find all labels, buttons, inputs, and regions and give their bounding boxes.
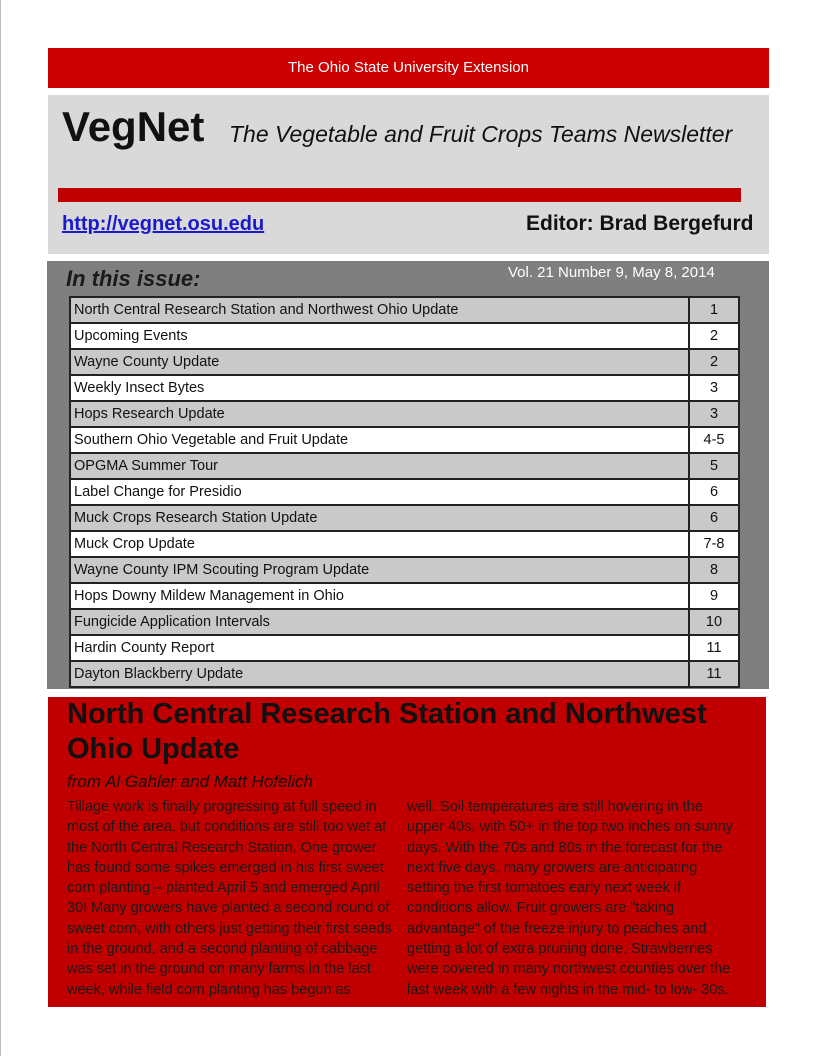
toc-page: 2 [689, 349, 739, 375]
toc-page: 4-5 [689, 427, 739, 453]
page-edge-rule [0, 0, 1, 1056]
toc-page: 10 [689, 609, 739, 635]
toc-row[interactable] [70, 401, 739, 427]
editor-credit: Editor: Brad Bergefurd [526, 212, 754, 235]
toc-row[interactable] [70, 453, 739, 479]
toc-title: Label Change for Presidio [70, 479, 689, 505]
article-column-2: well. Soil temperatures are still hovering in the upper 40s, with 50+ in the top two inches on sunny days. With the 70s and 80s in the forecast for the next five days, many growers are anticipating setting the first tomatoes early next week if conditions allow. Fruit growers are "taking advantage" of the freeze injury to peaches and getting a lot of extra pruning done. Strawberries were covered in many northwest counties over the last week with a few nights in the mid- to low- 30s. [407, 799, 734, 998]
toc-title: Hardin County Report [70, 635, 689, 661]
in-this-issue-panel [47, 261, 769, 689]
toc-page: 11 [689, 635, 739, 661]
toc-page: 6 [689, 505, 739, 531]
masthead-divider [58, 188, 741, 202]
toc-page: 5 [689, 453, 739, 479]
toc-title: Southern Ohio Vegetable and Fruit Update [70, 427, 689, 453]
article-title: North Central Research Station and Northwest Ohio Update [67, 698, 707, 765]
table-of-contents [69, 296, 740, 688]
institution-banner [48, 48, 769, 88]
lead-article [48, 697, 766, 1007]
toc-row[interactable] [70, 375, 739, 401]
toc-row[interactable] [70, 323, 739, 349]
toc-page: 9 [689, 583, 739, 609]
toc-row[interactable] [70, 531, 739, 557]
toc-page: 3 [689, 401, 739, 427]
toc-title: OPGMA Summer Tour [70, 453, 689, 479]
toc-page: 8 [689, 557, 739, 583]
toc-title: Muck Crops Research Station Update [70, 505, 689, 531]
toc-title: Wayne County Update [70, 349, 689, 375]
toc-page: 11 [689, 661, 739, 687]
toc-row[interactable] [70, 557, 739, 583]
toc-title: Fungicide Application Intervals [70, 609, 689, 635]
website-link[interactable]: http://vegnet.osu.edu [62, 213, 265, 235]
in-this-issue-heading: In this issue: [66, 266, 201, 291]
toc-title: Weekly Insect Bytes [70, 375, 689, 401]
toc-row[interactable] [70, 349, 739, 375]
toc-title: Dayton Blackberry Update [70, 661, 689, 687]
masthead [48, 95, 769, 254]
newsletter-subtitle: The Vegetable and Fruit Crops Teams Newsletter [229, 121, 733, 147]
toc-title: Hops Research Update [70, 401, 689, 427]
toc-row[interactable] [70, 297, 739, 323]
article-column-1: Tillage work is finally progressing at full speed in most of the area, but conditions are still too wet at the North Central Research Station. One grower has found some spikes emerged in his first sweet corn planting – planted April 5 and emerged April 30! Many growers have planted a second round of sweet corn, with others just getting their first seeds in the ground, and a second planting of cabbage was set in the ground on many farms in the last week, while field corn planting has begun as [67, 799, 392, 998]
institution-name: The Ohio State University Extension [288, 59, 529, 76]
article-byline: from Al Gahler and Matt Hofelich [67, 772, 313, 791]
toc-row[interactable] [70, 427, 739, 453]
toc-page: 6 [689, 479, 739, 505]
toc-row[interactable] [70, 661, 739, 687]
toc-title: North Central Research Station and Northwest Ohio Update [70, 297, 689, 323]
toc-row[interactable] [70, 635, 739, 661]
volume-info: Vol. 21 Number 9, May 8, 2014 [508, 264, 715, 281]
toc-row[interactable] [70, 505, 739, 531]
toc-title: Hops Downy Mildew Management in Ohio [70, 583, 689, 609]
toc-row[interactable] [70, 479, 739, 505]
toc-page: 3 [689, 375, 739, 401]
toc-page: 2 [689, 323, 739, 349]
toc-title: Muck Crop Update [70, 531, 689, 557]
newsletter-title: VegNet [62, 103, 205, 150]
toc-title: Wayne County IPM Scouting Program Update [70, 557, 689, 583]
toc-row[interactable] [70, 583, 739, 609]
toc-title: Upcoming Events [70, 323, 689, 349]
toc-page: 7-8 [689, 531, 739, 557]
toc-row[interactable] [70, 609, 739, 635]
toc-page: 1 [689, 297, 739, 323]
